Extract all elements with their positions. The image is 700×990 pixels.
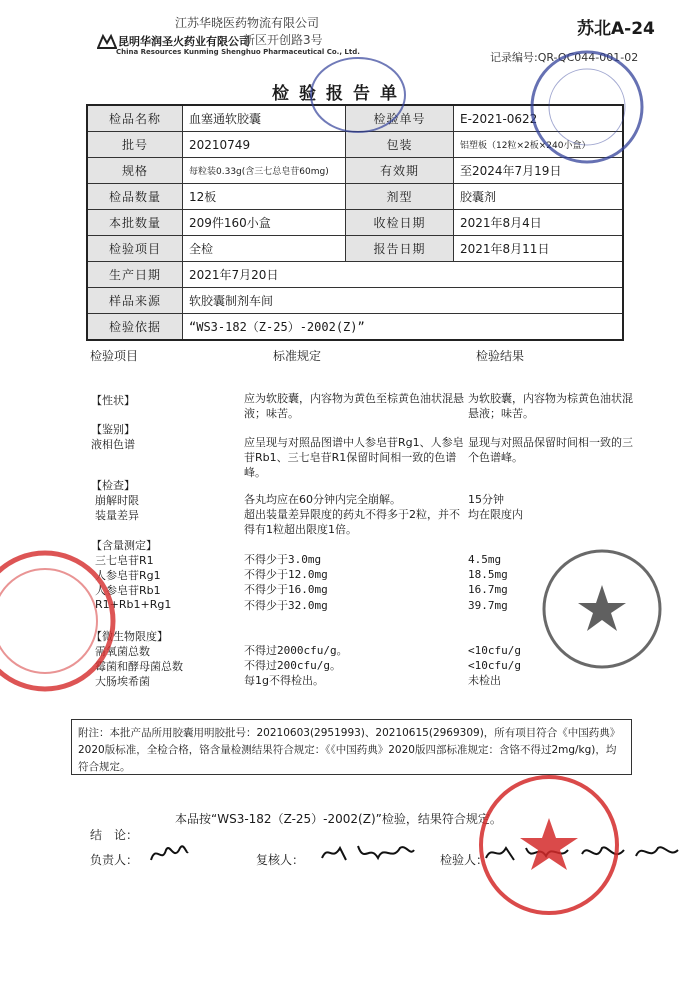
corner-code: 苏北A-24 <box>577 19 655 39</box>
content-item-name: R1+Rb1+Rg1 <box>95 598 172 611</box>
bottom-right-stamp <box>474 770 624 920</box>
cell-value: 2021年7月20日 <box>183 262 624 288</box>
cell-label: 报告日期 <box>346 236 454 262</box>
inspection-item-result: 均在限度内 <box>468 508 523 521</box>
section-heading-traits: 【性状】 <box>91 394 135 407</box>
cell-value: 每粒装0.33g(含三七总皂苷60mg) <box>183 158 346 184</box>
cell-label: 检验依据 <box>87 314 183 341</box>
cell-value: 2021年8月4日 <box>454 210 624 236</box>
right-mid-stamp <box>538 545 666 673</box>
cell-label: 批号 <box>87 132 183 158</box>
content-item-standard: 不得少于32.0mg <box>244 599 328 612</box>
cell-value: 全检 <box>183 236 346 262</box>
section-heading-content: 【含量测定】 <box>91 539 157 552</box>
cell-label: 检验单号 <box>346 105 454 132</box>
cell-label: 规格 <box>87 158 183 184</box>
cell-value: 血塞通软胶囊 <box>183 105 346 132</box>
identification-standard: 应呈现与对照品图谱中人参皂苷Rg1、人参皂苷Rb1、三七皂苷R1保留时间相一致的色谱峰。 <box>244 436 464 479</box>
table-row <box>87 288 623 314</box>
micro-item-name: 大肠埃希菌 <box>95 675 150 688</box>
traits-result: 为软胶囊，内容物为棕黄色油状混悬液；味苦。 <box>468 392 633 420</box>
inspection-item-standard: 各丸均应在60分钟内完全崩解。 <box>244 493 401 506</box>
cell-label: 收检日期 <box>346 210 454 236</box>
table-row <box>87 236 623 262</box>
content-item-standard: 不得少于3.0mg <box>244 553 322 566</box>
section-heading-identification: 【鉴别】 <box>91 423 135 436</box>
inspection-item-standard: 超出装量差异限度的药丸不得多于2粒，并不得有1粒超出限度1倍。 <box>244 508 460 536</box>
section-heading-inspection: 【检查】 <box>91 479 135 492</box>
cell-value: 209件160小盒 <box>183 210 346 236</box>
cell-label: 样品来源 <box>87 288 183 314</box>
record-number: 记录编号:QR-QC044-001-02 <box>490 51 639 64</box>
identification-item: 液相色谱 <box>91 438 135 451</box>
traits-standard: 应为软胶囊，内容物为黄色至棕黄色油状混悬液；味苦。 <box>244 392 464 420</box>
conclusion-text: 本品按“WS3-182（Z-25）-2002(Z)”检验，结果符合规定。 <box>175 812 502 826</box>
cell-label: 剂型 <box>346 184 454 210</box>
reviewer-signature <box>320 840 416 870</box>
section-heading-micro: 【微生物限度】 <box>91 630 168 643</box>
cell-label: 检验项目 <box>87 236 183 262</box>
distributor-stamp-line1: 江苏华晓医药物流有限公司 <box>175 16 320 30</box>
inspection-item-name: 装量差异 <box>95 509 139 522</box>
inspection-item-name: 崩解时限 <box>95 494 139 507</box>
cell-value: E-2021-0622 <box>454 105 624 132</box>
identification-result: 显现与对照品保留时间相一致的三个色谱峰。 <box>468 436 633 464</box>
cell-value: 20210749 <box>183 132 346 158</box>
left-stamp <box>0 546 118 696</box>
center-stamp <box>308 55 408 135</box>
micro-item-standard: 每1g不得检出。 <box>244 674 324 687</box>
inspection-item-result: 15分钟 <box>468 493 504 506</box>
cell-label: 有效期 <box>346 158 454 184</box>
distributor-stamp-line2: 新区开创路3号 <box>243 33 323 47</box>
cell-value: 软胶囊制剂车间 <box>183 288 624 314</box>
report-title: 检验报告单 <box>272 84 407 104</box>
column-header-result: 检验结果 <box>476 349 525 363</box>
reviewer-label: 复核人： <box>256 853 305 867</box>
table-row <box>87 314 623 341</box>
table-row <box>87 184 623 210</box>
micro-item-name: 霉菌和酵母菌总数 <box>95 660 183 673</box>
table-row <box>87 210 623 236</box>
company-name-cn: 昆明华润圣火药业有限公司 <box>118 35 250 48</box>
conclusion-label: 结 论： <box>90 828 139 842</box>
content-item-standard: 不得少于12.0mg <box>244 568 328 581</box>
table-row <box>87 262 623 288</box>
company-logo <box>97 33 117 49</box>
content-item-name: 三七皂苷R1 <box>95 554 154 567</box>
column-header-item: 检验项目 <box>90 349 139 363</box>
content-item-standard: 不得少于16.0mg <box>244 583 328 596</box>
content-item-result: 18.5mg <box>468 568 508 581</box>
micro-item-result: <10cfu/g <box>468 644 521 657</box>
cell-label: 生产日期 <box>87 262 183 288</box>
micro-item-result: <10cfu/g <box>468 659 521 672</box>
content-item-result: 39.7mg <box>468 599 508 612</box>
content-item-result: 16.7mg <box>468 583 508 596</box>
content-item-name: 人参皂苷Rg1 <box>95 569 161 582</box>
cell-value: “WS3-182（Z-25）-2002(Z)” <box>183 314 624 341</box>
responsible-signature <box>148 840 190 870</box>
cell-value: 12板 <box>183 184 346 210</box>
responsible-label: 负责人： <box>90 853 139 867</box>
inspector-label: 检验人： <box>440 853 489 867</box>
cell-value: 铝塑板（12粒×2板×240小盒） <box>454 132 624 158</box>
company-name-en: China Resources Kunming Shenghuo Pharmaceutical Co., Ltd. <box>116 48 360 56</box>
note-box: 附注：本批产品所用胶囊用明胶批号：20210603(2951993)、20210615(2969309)，所有项目符合《中国药典》2020版标准，全检合格，铬含量检测结果符合规定：《《中国药典》2020版四部标准规定：含铬不得过2mg/kg)，均符合规定。 <box>71 719 632 775</box>
micro-item-standard: 不得过2000cfu/g。 <box>244 644 348 657</box>
cell-label: 检品名称 <box>87 105 183 132</box>
cell-label: 检品数量 <box>87 184 183 210</box>
cell-value: 胶囊剂 <box>454 184 624 210</box>
cell-value: 2021年8月11日 <box>454 236 624 262</box>
micro-item-result: 未检出 <box>468 674 501 687</box>
cell-label: 包装 <box>346 132 454 158</box>
content-item-name: 人参皂苷Rb1 <box>95 584 161 597</box>
cell-label: 本批数量 <box>87 210 183 236</box>
column-header-standard: 标准规定 <box>273 349 322 363</box>
cell-value: 至2024年7月19日 <box>454 158 624 184</box>
top-right-stamp <box>528 48 646 166</box>
content-item-result: 4.5mg <box>468 553 502 566</box>
micro-item-name: 需氧菌总数 <box>95 645 150 658</box>
micro-item-standard: 不得过200cfu/g。 <box>244 659 341 672</box>
